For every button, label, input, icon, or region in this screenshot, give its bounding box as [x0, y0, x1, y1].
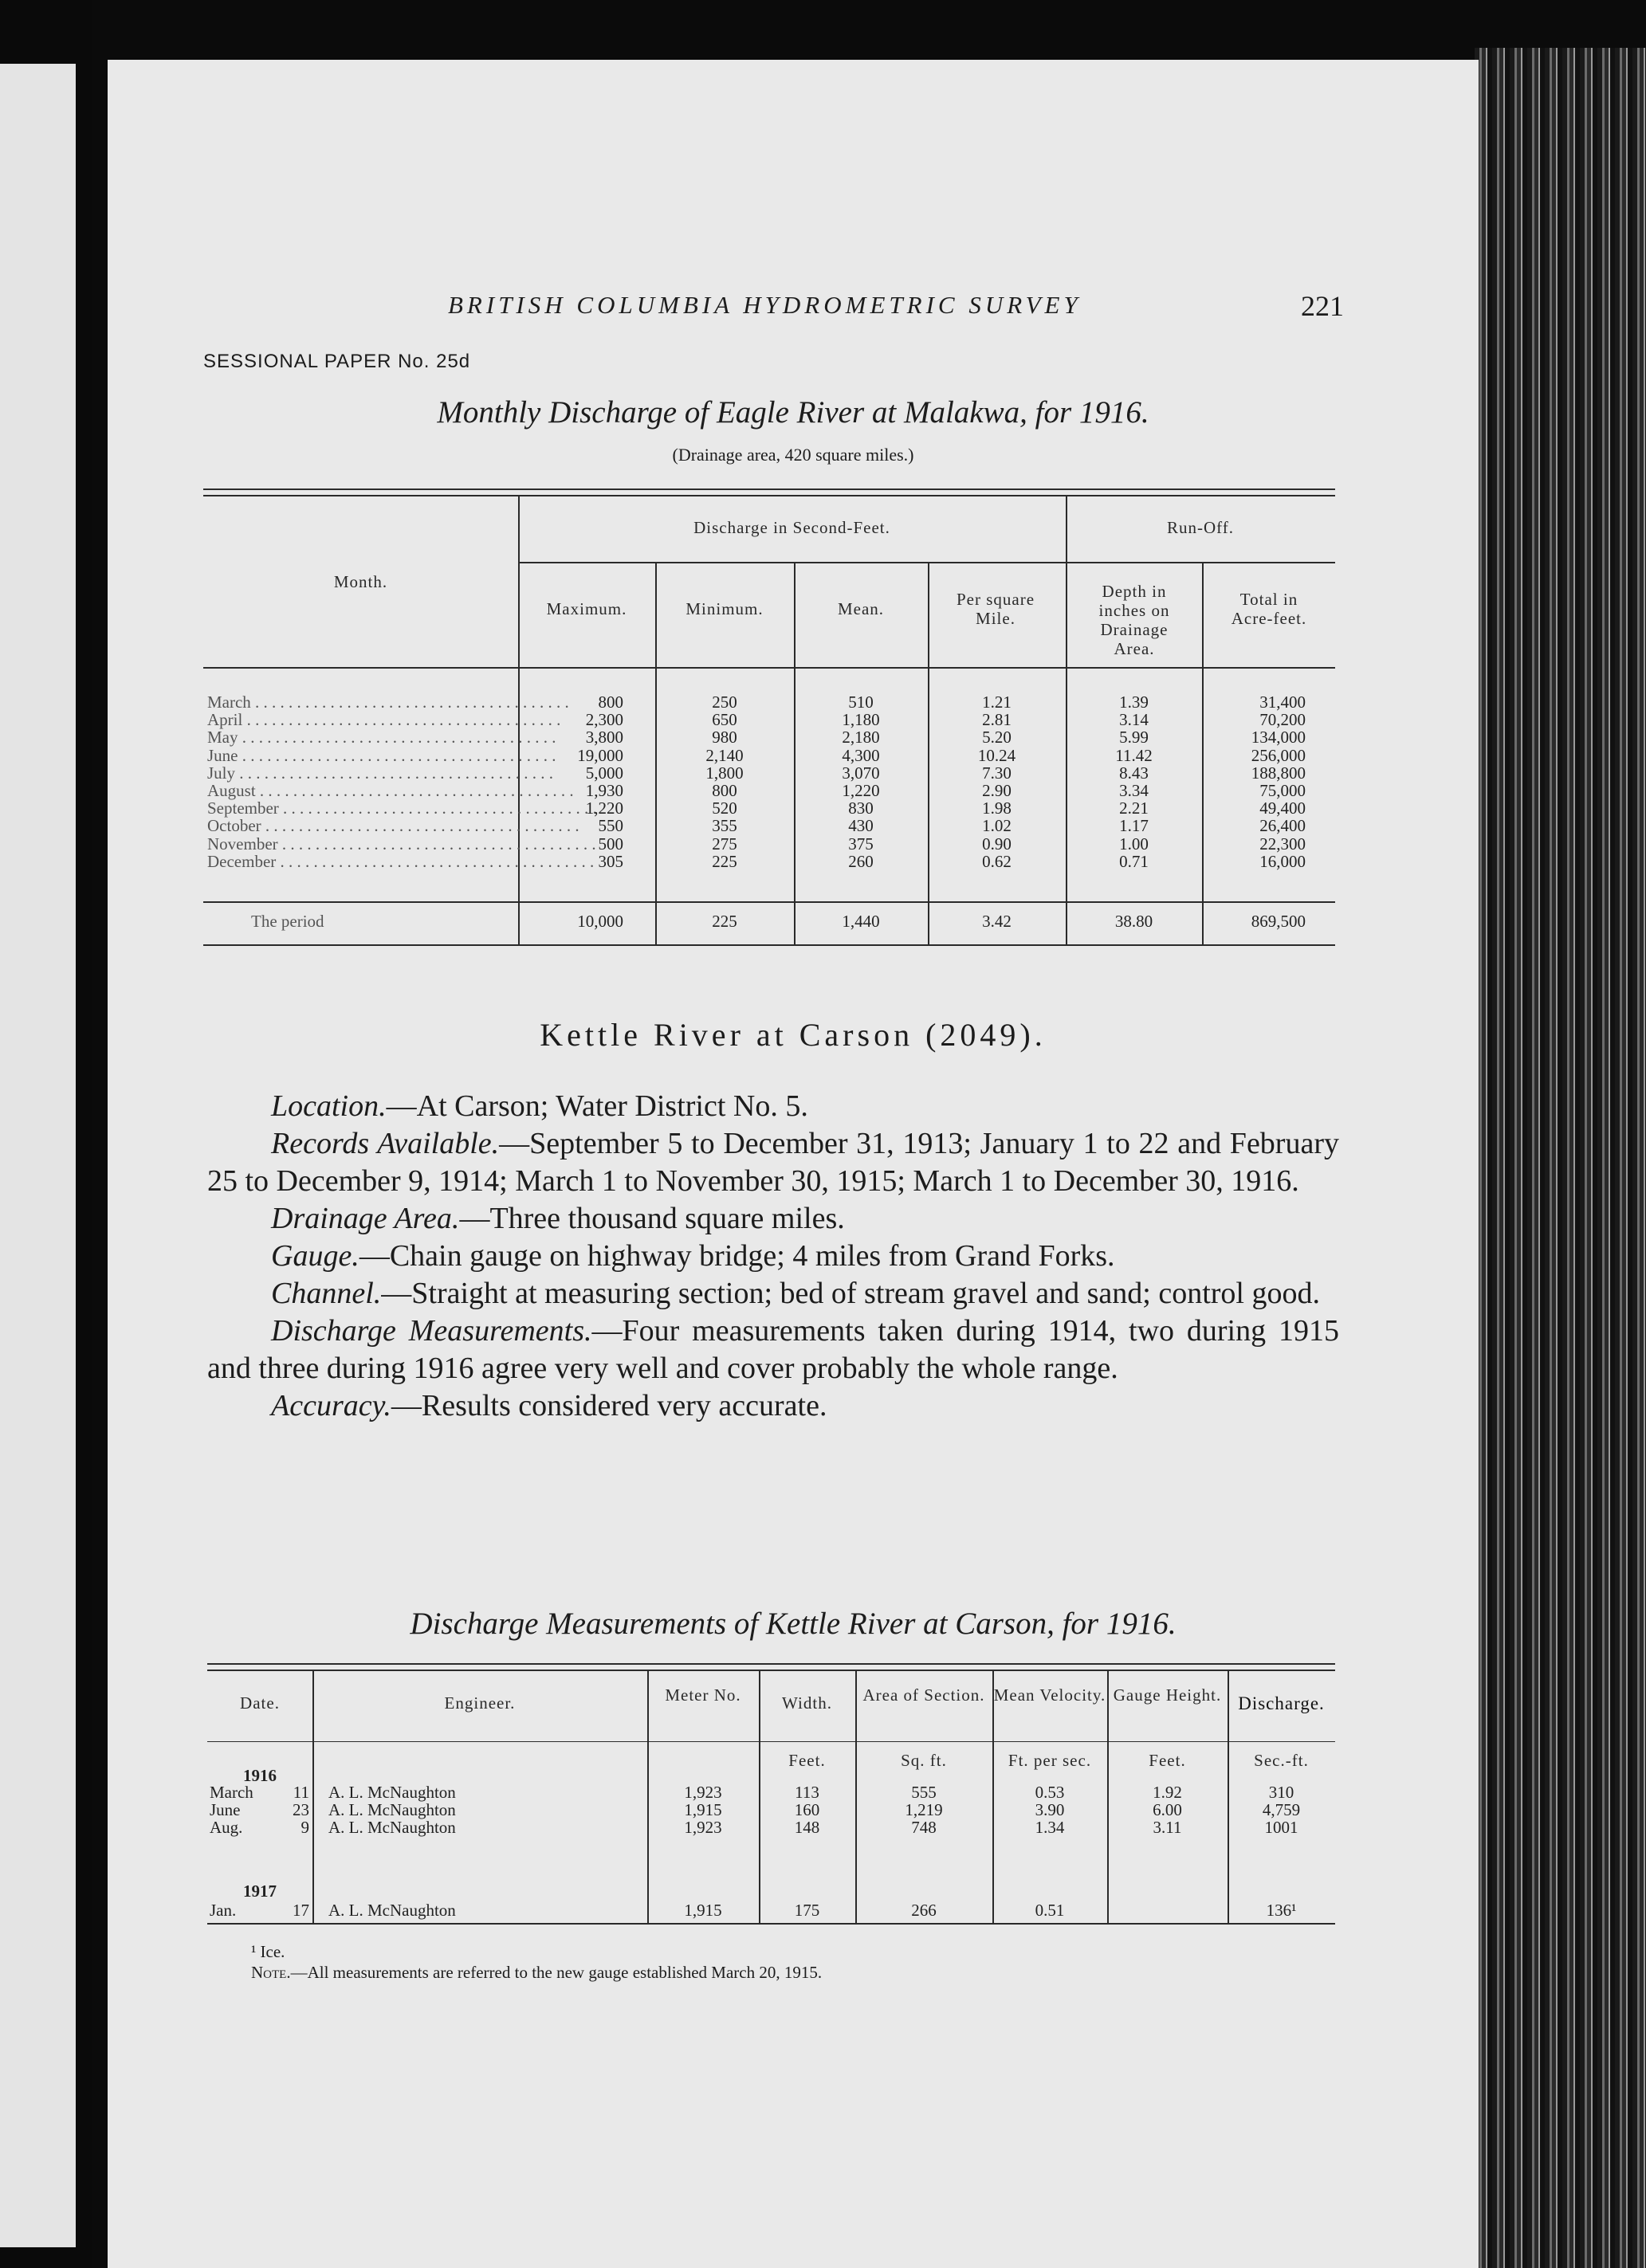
month-cell: November . . . . . . . . . . . . . . . . . . . . . . . . . . . . . . . . . . . . . . [207, 834, 596, 853]
mean-cell: 2,180 [842, 728, 880, 747]
maximum-cell: 500 [598, 834, 623, 853]
row-discharge: 310 [1268, 1783, 1294, 1802]
depth-cell: 11.42 [1115, 745, 1153, 765]
depth-cell: 2.21 [1119, 799, 1149, 818]
period-total: 869,500 [1251, 912, 1306, 931]
period-per-sq-mile: 3.42 [982, 912, 1012, 931]
depth-cell: 3.34 [1119, 780, 1149, 800]
minimum-cell: 650 [712, 710, 737, 730]
col-gauge-header: Gauge Height. [1113, 1685, 1222, 1705]
col-depth-header: Depth in inches on Drainage Area. [1098, 582, 1170, 659]
discharge-text: —Four measurements taken during 1914, two during 1915 and three during 1916 agree very well and cover probably the whole range. [207, 1314, 1339, 1385]
per-sq-mile-cell: 2.81 [982, 710, 1012, 730]
row-velocity: 0.51 [1035, 1901, 1065, 1920]
runoff-group-header: Run-Off. [1166, 518, 1235, 537]
sessional-paper-label: SESSIONAL PAPER No. 25d [203, 351, 471, 372]
row-engineer: A. L. McNaughton [328, 1783, 456, 1802]
total-cell: 22,300 [1259, 834, 1306, 853]
total-cell: 49,400 [1259, 799, 1306, 818]
maximum-cell: 800 [598, 693, 623, 712]
row-area: 1,219 [905, 1800, 943, 1819]
table2-title: Discharge Measurements of Kettle River at Carson, for 1916. [410, 1607, 1177, 1641]
row-engineer: A. L. McNaughton [328, 1901, 456, 1920]
unit-area: Sq. ft. [901, 1751, 947, 1770]
minimum-cell: 520 [712, 799, 737, 818]
unit-velocity: Ft. per sec. [1008, 1751, 1092, 1770]
depth-cell: 1.17 [1119, 816, 1149, 836]
month-cell: April . . . . . . . . . . . . . . . . . . . . . . . . . . . . . . . . . . . . . . [207, 710, 561, 730]
depth-cell: 0.71 [1119, 851, 1149, 871]
period-mean: 1,440 [842, 912, 880, 931]
per-sq-mile-cell: 0.62 [982, 851, 1012, 871]
month-cell: December . . . . . . . . . . . . . . . . . . . . . . . . . . . . . . . . . . . . . . [207, 851, 595, 871]
maximum-cell: 2,300 [585, 710, 623, 730]
depth-cell: 1.39 [1119, 693, 1149, 712]
discharge-group-header: Discharge in Second-Feet. [693, 518, 890, 537]
row-velocity: 0.53 [1035, 1783, 1065, 1802]
depth-column [1066, 693, 1202, 870]
row-velocity: 1.34 [1035, 1818, 1065, 1837]
maximum-cell: 550 [598, 816, 623, 836]
row-day: 11 [293, 1783, 309, 1802]
unit-discharge: Sec.-ft. [1254, 1751, 1309, 1770]
row-day: 23 [293, 1800, 309, 1819]
col-discharge-header: Discharge. [1238, 1693, 1325, 1713]
per-sq-mile-cell: 7.30 [982, 763, 1012, 783]
depth-cell: 3.14 [1119, 710, 1149, 730]
per-sq-mile-column [928, 693, 1066, 870]
minimum-cell: 355 [712, 816, 737, 836]
months-column [207, 693, 597, 871]
mean-cell: 1,180 [842, 710, 880, 730]
row-engineer: A. L. McNaughton [328, 1818, 456, 1837]
channel-text: —Straight at measuring section; bed of stream gravel and sand; control good. [381, 1277, 1320, 1310]
total-column [1202, 693, 1306, 870]
maximum-cell: 1,220 [585, 799, 623, 818]
maximum-cell: 1,930 [585, 780, 623, 800]
minimum-cell: 225 [712, 851, 737, 871]
minimum-column [655, 693, 794, 870]
note-label: Note. [251, 1963, 291, 1982]
mean-cell: 375 [848, 834, 874, 853]
row-meter: 1,915 [684, 1901, 722, 1920]
col-date-header: Date. [240, 1693, 280, 1713]
kettle-heading: Kettle River at Carson (2049). [540, 1017, 1047, 1053]
accuracy-text: —Results considered very accurate. [391, 1389, 827, 1422]
per-sq-mile-cell: 0.90 [982, 834, 1012, 853]
row-discharge: 4,759 [1262, 1800, 1301, 1819]
col-engineer-header: Engineer. [444, 1693, 516, 1713]
col-total-header: Total in Acre-feet. [1231, 590, 1307, 629]
month-cell: June . . . . . . . . . . . . . . . . . . . . . . . . . . . . . . . . . . . . . . [207, 745, 556, 765]
col-month-header: Month. [333, 572, 388, 591]
row-area: 266 [911, 1901, 937, 1920]
maximum-column [518, 693, 623, 870]
period-maximum: 10,000 [577, 912, 623, 931]
kettle-description [207, 1088, 1339, 1425]
depth-cell: 8.43 [1119, 763, 1149, 783]
maximum-cell: 5,000 [585, 763, 623, 783]
row-width: 113 [795, 1783, 819, 1802]
col-mean-header: Mean. [837, 599, 885, 618]
mean-cell: 260 [848, 851, 874, 871]
gauge-text: —Chain gauge on highway bridge; 4 miles from Grand Forks. [359, 1239, 1115, 1273]
total-cell: 188,800 [1251, 763, 1306, 783]
per-sq-mile-cell: 2.90 [982, 780, 1012, 800]
row-width: 148 [794, 1818, 820, 1837]
minimum-cell: 275 [712, 834, 737, 853]
running-title: BRITISH COLUMBIA HYDROMETRIC SURVEY [448, 291, 1082, 319]
drainage-text: —Three thousand square miles. [459, 1202, 845, 1235]
minimum-cell: 2,140 [705, 745, 744, 765]
total-cell: 16,000 [1259, 851, 1306, 871]
total-cell: 26,400 [1259, 816, 1306, 836]
mean-column [794, 693, 928, 870]
discharge-label: Discharge Measurements. [271, 1314, 592, 1348]
row-month: June [210, 1800, 241, 1819]
location-text: —At Carson; Water District No. 5. [386, 1089, 808, 1123]
mean-cell: 430 [848, 816, 874, 836]
unit-width: Feet. [788, 1751, 826, 1770]
gauge-label: Gauge. [271, 1239, 359, 1273]
minimum-cell: 980 [712, 728, 737, 747]
year-1917: 1917 [243, 1881, 277, 1901]
row-velocity: 3.90 [1035, 1800, 1065, 1819]
row-month: Aug. [210, 1818, 243, 1837]
col-velocity-header: Mean Velocity. [993, 1685, 1106, 1705]
month-cell: July . . . . . . . . . . . . . . . . . . . . . . . . . . . . . . . . . . . . . . [207, 763, 554, 783]
col-max-header: Maximum. [546, 599, 627, 618]
row-gauge: 6.00 [1153, 1800, 1182, 1819]
records-text: —September 5 to December 31, 1913; January 1 to 22 and February 25 to December 9, 1914; March 1 to November 30, 1915; March 1 to December 30, 1916. [207, 1127, 1339, 1198]
row-width: 160 [794, 1800, 820, 1819]
row-width: 175 [794, 1901, 820, 1920]
period-depth: 38.80 [1114, 912, 1153, 931]
mean-cell: 510 [848, 693, 874, 712]
total-cell: 31,400 [1259, 693, 1306, 712]
per-sq-mile-cell: 1.02 [982, 816, 1012, 836]
mean-cell: 4,300 [842, 745, 880, 765]
per-sq-mile-cell: 5.20 [982, 728, 1012, 747]
note [251, 1963, 822, 1983]
row-day: 9 [301, 1818, 309, 1837]
minimum-cell: 1,800 [705, 763, 744, 783]
footnote-ice: ¹ Ice. [251, 1942, 285, 1961]
period-minimum: 225 [712, 912, 737, 931]
row-meter: 1,923 [684, 1783, 722, 1802]
depth-cell: 5.99 [1119, 728, 1149, 747]
month-cell: September . . . . . . . . . . . . . . . . . . . . . . . . . . . . . . . . . . . . . . [207, 799, 597, 818]
per-sq-mile-cell: 10.24 [977, 745, 1016, 765]
year-1916: 1916 [243, 1766, 277, 1785]
row-gauge: 3.11 [1153, 1818, 1182, 1837]
book-page-edges [1475, 48, 1646, 2268]
month-cell: March . . . . . . . . . . . . . . . . . . . . . . . . . . . . . . . . . . . . . . [207, 693, 569, 712]
total-cell: 256,000 [1251, 745, 1306, 765]
facing-page-edge [0, 64, 76, 2247]
per-sq-mile-cell: 1.21 [982, 693, 1012, 712]
maximum-cell: 305 [598, 851, 623, 871]
drainage-label: Drainage Area. [271, 1202, 460, 1235]
mean-cell: 1,220 [842, 780, 880, 800]
col-persq-header: Per square Mile. [956, 590, 1035, 629]
per-sq-mile-cell: 1.98 [982, 799, 1012, 818]
row-meter: 1,923 [684, 1818, 722, 1837]
month-cell: May . . . . . . . . . . . . . . . . . . . . . . . . . . . . . . . . . . . . . . [207, 728, 556, 747]
row-discharge: 136¹ [1266, 1901, 1297, 1920]
table1-title: Monthly Discharge of Eagle River at Malakwa, for 1916. [437, 395, 1149, 430]
minimum-cell: 250 [712, 693, 737, 712]
total-cell: 134,000 [1251, 728, 1306, 747]
total-cell: 70,200 [1259, 710, 1306, 730]
page-number: 221 [1301, 290, 1344, 322]
mean-cell: 3,070 [842, 763, 880, 783]
note-text: —All measurements are referred to the new gauge established March 20, 1915. [290, 1963, 823, 1982]
total-cell: 75,000 [1259, 780, 1306, 800]
unit-gauge: Feet. [1149, 1751, 1186, 1770]
row-area: 748 [911, 1818, 937, 1837]
records-label: Records Available. [271, 1127, 500, 1160]
row-month: March [210, 1783, 253, 1802]
document-page [108, 60, 1479, 2268]
month-cell: October . . . . . . . . . . . . . . . . . . . . . . . . . . . . . . . . . . . . . . [207, 816, 579, 836]
row-discharge: 1001 [1264, 1818, 1298, 1837]
col-width-header: Width. [782, 1693, 832, 1713]
table1-subtitle: (Drainage area, 420 square miles.) [672, 445, 914, 465]
row-month: Jan. [210, 1901, 237, 1920]
col-min-header: Minimum. [686, 599, 764, 618]
row-engineer: A. L. McNaughton [328, 1800, 456, 1819]
month-cell: August . . . . . . . . . . . . . . . . . . . . . . . . . . . . . . . . . . . . . . [207, 780, 574, 800]
maximum-cell: 19,000 [577, 745, 623, 765]
mean-cell: 830 [848, 799, 874, 818]
row-gauge: 1.92 [1153, 1783, 1182, 1802]
minimum-cell: 800 [712, 780, 737, 800]
row-day: 17 [293, 1901, 309, 1920]
col-area-header: Area of Section. [862, 1685, 985, 1705]
channel-label: Channel. [271, 1277, 382, 1310]
maximum-cell: 3,800 [585, 728, 623, 747]
period-label: The period [251, 912, 324, 931]
accuracy-label: Accuracy. [271, 1389, 391, 1422]
row-area: 555 [911, 1783, 937, 1802]
row-meter: 1,915 [684, 1800, 722, 1819]
location-label: Location. [271, 1089, 387, 1123]
col-meter-header: Meter No. [665, 1685, 741, 1705]
depth-cell: 1.00 [1119, 834, 1149, 853]
